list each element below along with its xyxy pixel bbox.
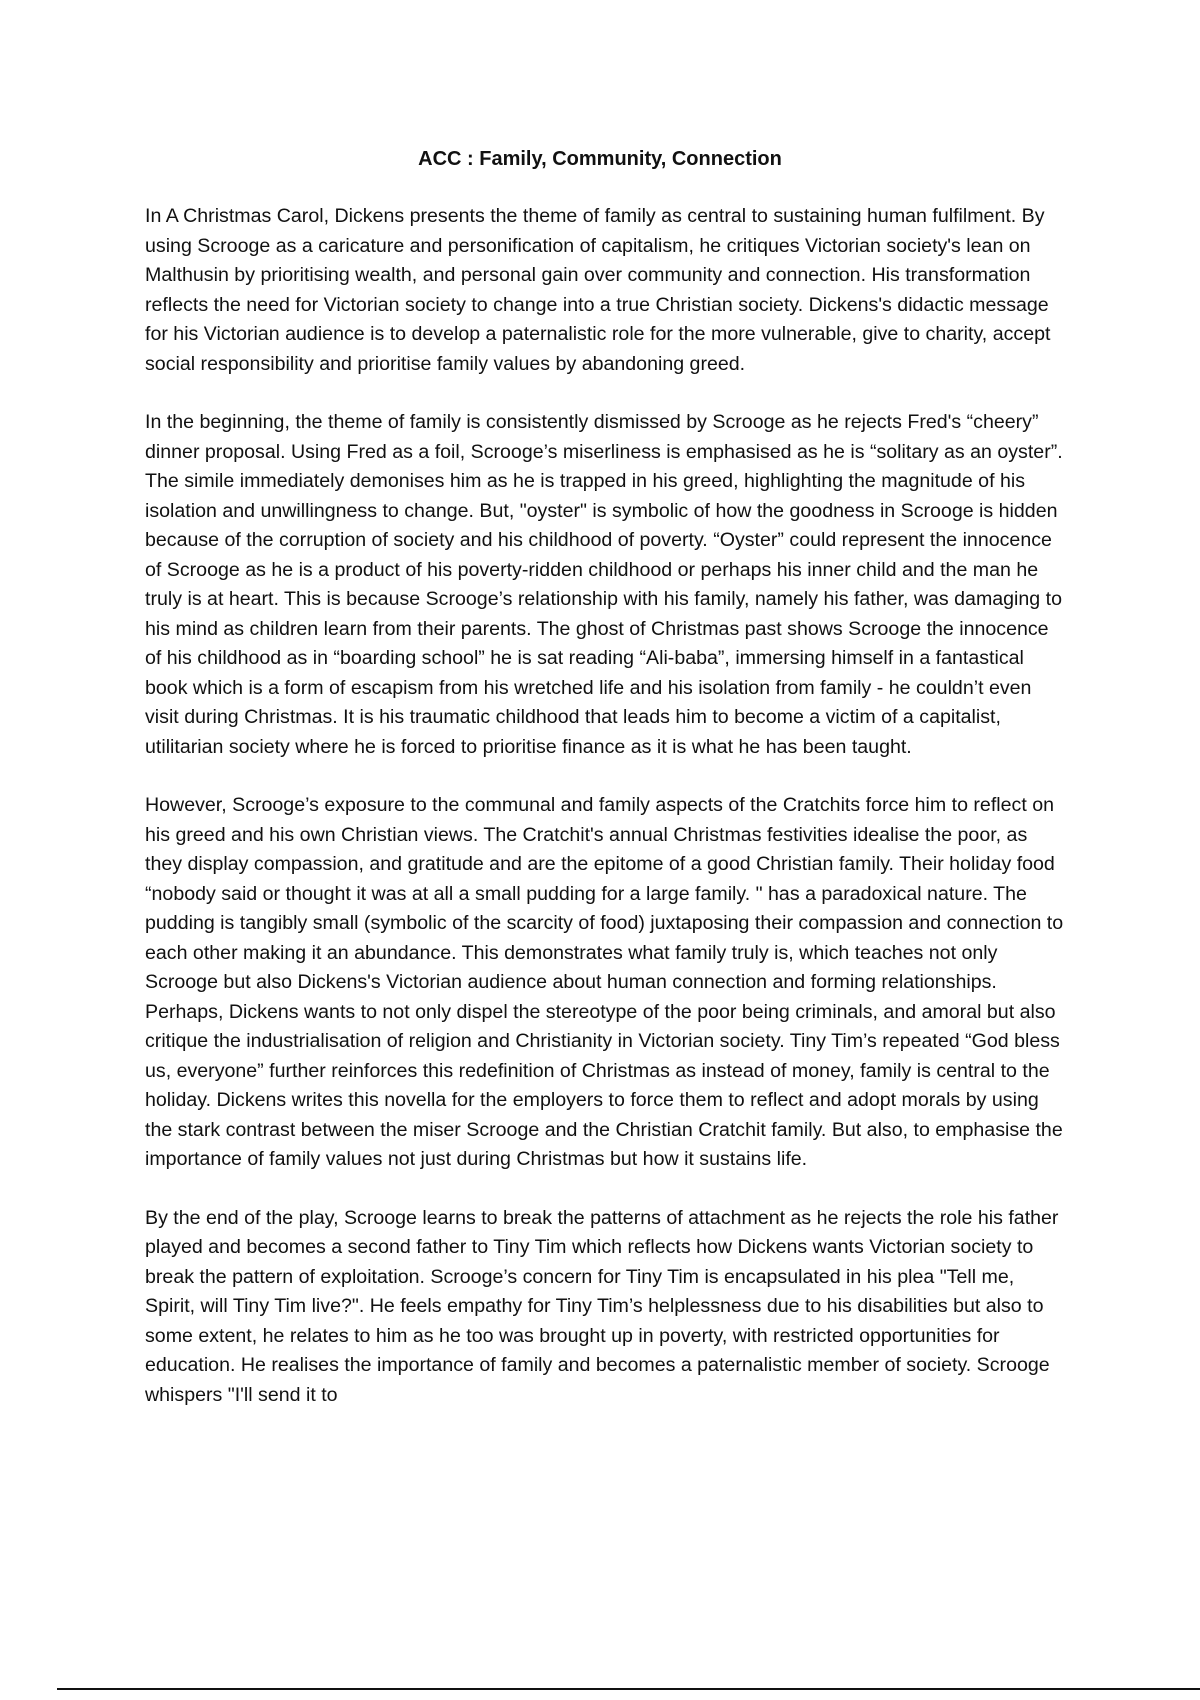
- document-body: [145, 202, 1065, 1439]
- paragraph-introduction: In A Christmas Carol, Dickens presents the theme of family as central to sustaining human fulfilment. By using Scrooge as a caricature and personification of capitalism, he critiques Victorian society's lean on Malthusin by prioritising wealth, and personal gain over community and connection. His transformation reflects the need for Victorian society to change into a true Christian society. Dickens's didactic message for his Victorian audience is to develop a paternalistic role for the more vulnerable, give to charity, accept social responsibility and prioritise family values by abandoning greed.: [145, 205, 1051, 375]
- paragraph-beginning: In the beginning, the theme of family is consistently dismissed by Scrooge as he rejects Fred's “cheery” dinner proposal. Using Fred as a foil, Scrooge’s miserliness is emphasised as he is “solitary as an oyster”. The simile immediately demonises him as he is trapped in his greed, highlighting the magnitude of his isolation and unwillingness to change. But, "oyster" is symbolic of how the goodness in Scrooge is hidden because of the corruption of society and his childhood of poverty. “Oyster” could represent the innocence of Scrooge as he is a product of his poverty-ridden childhood or perhaps his inner child and the man he truly is at heart. This is because Scrooge’s relationship with his family, namely his father, was damaging to his mind as children learn from their parents. The ghost of Christmas past shows Scrooge the innocence of his childhood as in “boarding school” he is sat reading “Ali-baba”, immersing himself in a fantastical book which is a form of escapism from his wretched life and his isolation from family - he couldn’t even visit during Christmas. It is his traumatic childhood that leads him to become a victim of a capitalist, utilitarian society where he is forced to prioritise finance as it is what he has been taught.: [145, 411, 1063, 758]
- document-title: ACC : Family, Community, Connection: [418, 148, 782, 170]
- paragraph-ending: By the end of the play, Scrooge learns to break the patterns of attachment as he rejects the role his father played and becomes a second father to Tiny Tim which reflects how Dickens wants Victorian society to break the pattern of exploitation. Scrooge’s concern for Tiny Tim is encapsulated in his plea "Tell me, Spirit, will Tiny Tim live?". He feels empathy for Tiny Tim’s helplessness due to his disabilities but also to some extent, he relates to him as he too was brought up in poverty, with restricted opportunities for education. He realises the importance of family and becomes a paternalistic member of society. Scrooge whispers "I'll send it to: [145, 1206, 1059, 1406]
- footer-divider: [57, 1688, 1200, 1690]
- paragraph-cratchits: However, Scrooge’s exposure to the communal and family aspects of the Cratchits force him to reflect on his greed and his own Christian views. The Cratchit's annual Christmas festivities idealise the poor, as they display compassion, and gratitude and are the epitome of a good Christian family. Their holiday food “nobody said or thought it was at all a small pudding for a large family. " has a paradoxical nature. The pudding is tangibly small (symbolic of the scarcity of food) juxtaposing their compassion and connection to each other making it an abundance. This demonstrates what family truly is, which teaches not only Scrooge but also Dickens's Victorian audience about human connection and forming relationships. Perhaps, Dickens wants to not only dispel the stereotype of the poor being criminals, and amoral but also critique the industrialisation of religion and Christianity in Victorian society. Tiny Tim’s repeated “God bless us, everyone” further reinforces this redefinition of Christmas as instead of money, family is central to the holiday. Dickens writes this novella for the employers to force them to reflect and adopt morals by using the stark contrast between the miser Scrooge and the Christian Cratchit family. But also, to emphasise the importance of family values not just during Christmas but how it sustains life.: [145, 794, 1064, 1170]
